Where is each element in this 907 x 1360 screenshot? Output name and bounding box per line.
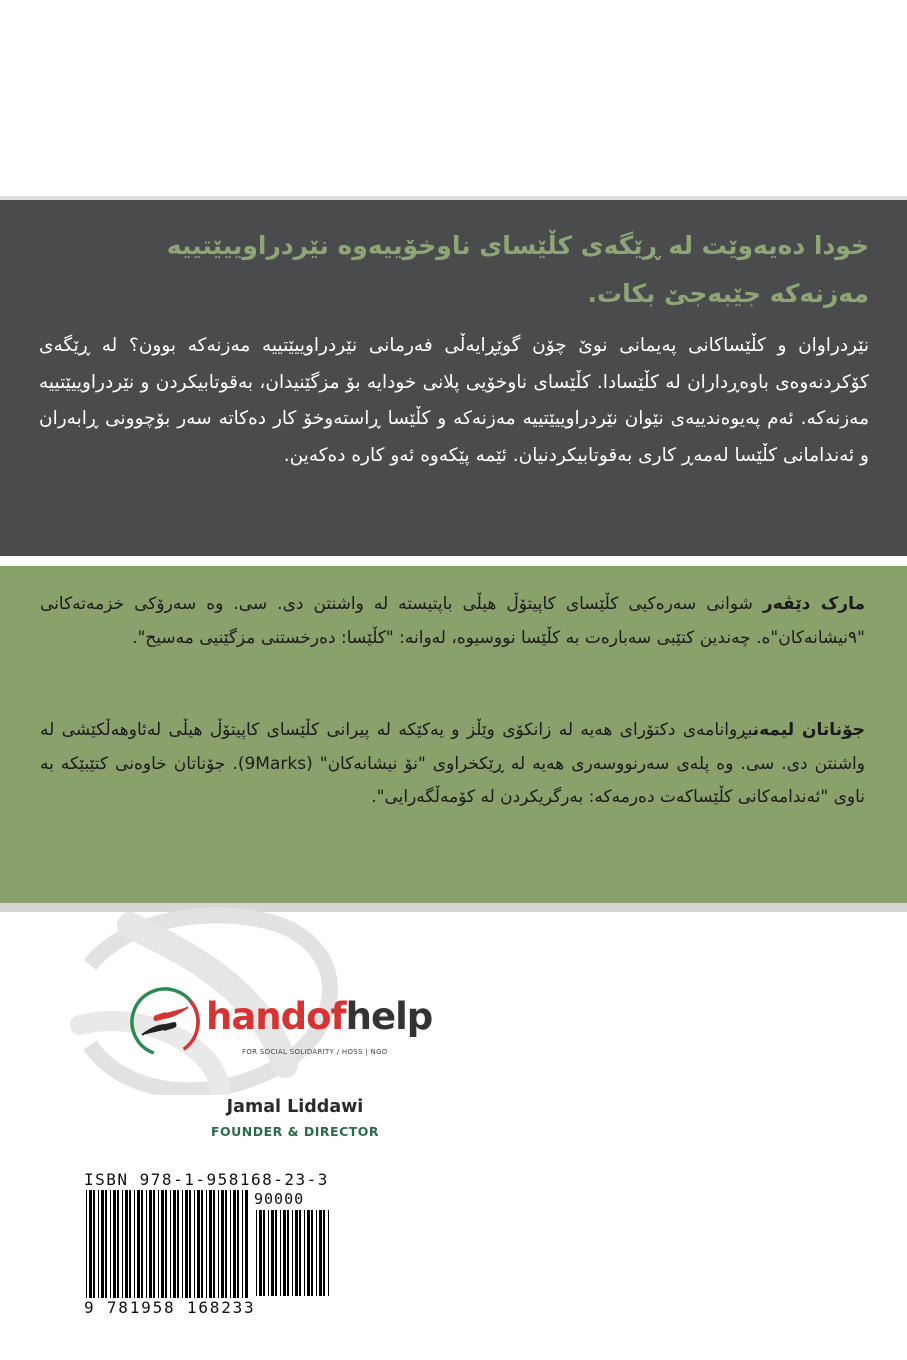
ean-digits: 9 781958 168233 <box>84 1298 256 1317</box>
logo-word-part1: handof <box>206 995 346 1038</box>
barcode-bar <box>245 1190 248 1298</box>
author-bio-dever-text: شوانی سەرەکیی کڵێسای کاپیتۆڵ هیڵی باپتیستە لە واشنتن دی. سی. وە سەرۆکی خزمەتەکانی "٩نیشانەکان"ە. چەندین کتێبی سەبارەت بە کڵێسا نووسیوە، لەوانە: "کڵێسا: دەرخستنی مزگێنیی مەسیح". <box>40 594 865 648</box>
barcode-bar <box>319 1210 322 1296</box>
barcode-bar <box>177 1190 179 1298</box>
barcode-bar <box>307 1210 310 1296</box>
price-addon-bars <box>254 1210 332 1300</box>
barcode-bar <box>161 1190 164 1298</box>
back-cover-dark-panel <box>0 196 907 556</box>
headline: خودا دەیەوێت لە ڕێگەی کڵێسای ناوخۆییەوە نێردراوییێتییە مەزنەکە جێبەجێ بکات. <box>166 231 869 308</box>
founder-name: Jamal Liddawi <box>226 1097 364 1117</box>
org-logo-wordmark <box>206 994 432 1040</box>
barcode-bar <box>242 1190 243 1298</box>
barcode-bar <box>93 1190 95 1298</box>
barcode-bar <box>323 1210 325 1296</box>
barcode-bar <box>189 1190 191 1298</box>
barcode-bar <box>304 1210 305 1296</box>
barcode-bar <box>221 1190 224 1298</box>
barcode-bar <box>182 1190 183 1298</box>
barcode-bar <box>170 1190 171 1298</box>
barcode-bar <box>134 1190 135 1298</box>
helping-hands-icon <box>128 985 202 1059</box>
barcode-bar <box>125 1190 128 1298</box>
author-name-dever: مارک دێڤەر <box>762 594 865 614</box>
barcode-bar <box>153 1190 155 1298</box>
barcode-bar <box>110 1190 111 1298</box>
barcode-bar <box>206 1190 207 1298</box>
barcode-bar <box>141 1190 143 1298</box>
barcode-bar <box>299 1210 301 1296</box>
author-bio-leeman-text: بڕوانامەی دکتۆرای هەیە لە زانکۆی وێڵز و یەکێکە لە پیرانی کڵێسای کاپیتۆڵ هیڵی لەئاوهەڵکێشی لە واشنتن دی. سی. وە پلەی سەرنووسەری هەیە لە ڕێکخراوی "نۆ نیشانەکان" (9Marks). جۆناتان خاوەنی کتێبێکە بە ناوی "ئەندامەکانی کڵێساکەت دەرمەکە: بەرگریکردن لە کۆمەڵگەرایی". <box>40 720 865 807</box>
barcode-bar <box>105 1190 107 1298</box>
barcode-bar <box>218 1190 219 1298</box>
author-bio-panel <box>0 566 907 903</box>
barcode-bar <box>185 1190 188 1298</box>
barcode-bar <box>316 1210 317 1296</box>
barcode-bar <box>256 1210 257 1296</box>
logo-tagline: FOR SOCIAL SOLIDARITY / HOSS | NGO <box>242 1048 388 1056</box>
barcode-bar <box>173 1190 176 1298</box>
barcode-bar <box>237 1190 239 1298</box>
barcode-bar <box>149 1190 152 1298</box>
logo-word-part2: help <box>345 995 433 1038</box>
barcode-bar <box>197 1190 200 1298</box>
barcode-bar <box>311 1210 313 1296</box>
price-code: 90000 <box>254 1190 305 1208</box>
barcode-bar <box>89 1190 92 1298</box>
barcode-bar <box>280 1210 281 1296</box>
barcode-bar <box>275 1210 277 1296</box>
barcode-bar <box>146 1190 147 1298</box>
barcode-bar <box>230 1190 231 1298</box>
author-name-leeman: جۆناتان لیمەن <box>752 720 865 740</box>
barcode-bar <box>283 1210 286 1296</box>
founder-role: FOUNDER & DIRECTOR <box>210 1124 380 1139</box>
barcode-bar <box>101 1190 104 1298</box>
barcode-bar <box>201 1190 203 1298</box>
barcode-bar <box>213 1190 215 1298</box>
barcode-bar <box>263 1210 265 1296</box>
isbn-number: ISBN 978-1-958168-23-3 <box>84 1170 329 1189</box>
intro-paragraph: نێردراوان و کڵێساکانی پەیمانی نوێ چۆن گوێڕایەڵی فەرمانی نێردراوییێتییە مەزنەکە بوون؟ لە ڕێگەی کۆکردنەوەی باوەڕداران لە کڵێسادا. کڵێسای ناوخۆیی پلانی خودایە بۆ مزگێنیدان، بەقوتابیکردن و نێردراوییێتییە مەزنەکە. ئەم پەیوەندییەی نێوان نێردراوییێتییە مەزنەکە و کڵێسا ڕاستەوخۆ کار دەکاتە سەر بۆچوونی ڕابەران و ئەندامانی کڵێسا لەمەڕ کاری بەقوتابیکردنیان. ئێمە پێکەوە ئەو کارە دەکەین. <box>39 335 869 466</box>
isbn-barcode <box>84 1170 336 1320</box>
barcode-bar <box>271 1210 274 1296</box>
author-bio-dever <box>40 588 865 655</box>
barcode-bar <box>86 1190 87 1298</box>
barcode-bar <box>129 1190 131 1298</box>
barcode-bar <box>113 1190 116 1298</box>
author-bio-leeman <box>40 714 865 815</box>
barcode-bar <box>287 1210 289 1296</box>
barcode-bar <box>194 1190 195 1298</box>
barcode-bar <box>292 1210 293 1296</box>
barcode-bar <box>225 1190 227 1298</box>
barcode-bar <box>137 1190 140 1298</box>
barcode-bar <box>98 1190 99 1298</box>
barcode-bar <box>165 1190 167 1298</box>
barcode-bar <box>117 1190 119 1298</box>
barcode-bar <box>233 1190 236 1298</box>
barcode-bar <box>158 1190 159 1298</box>
barcode-bar <box>122 1190 123 1298</box>
barcode-bar <box>295 1210 298 1296</box>
barcode-bar <box>268 1210 269 1296</box>
barcode-bar <box>259 1210 262 1296</box>
barcode-bar <box>209 1190 212 1298</box>
barcode-bar <box>328 1210 329 1296</box>
barcode-bars <box>84 1190 249 1300</box>
